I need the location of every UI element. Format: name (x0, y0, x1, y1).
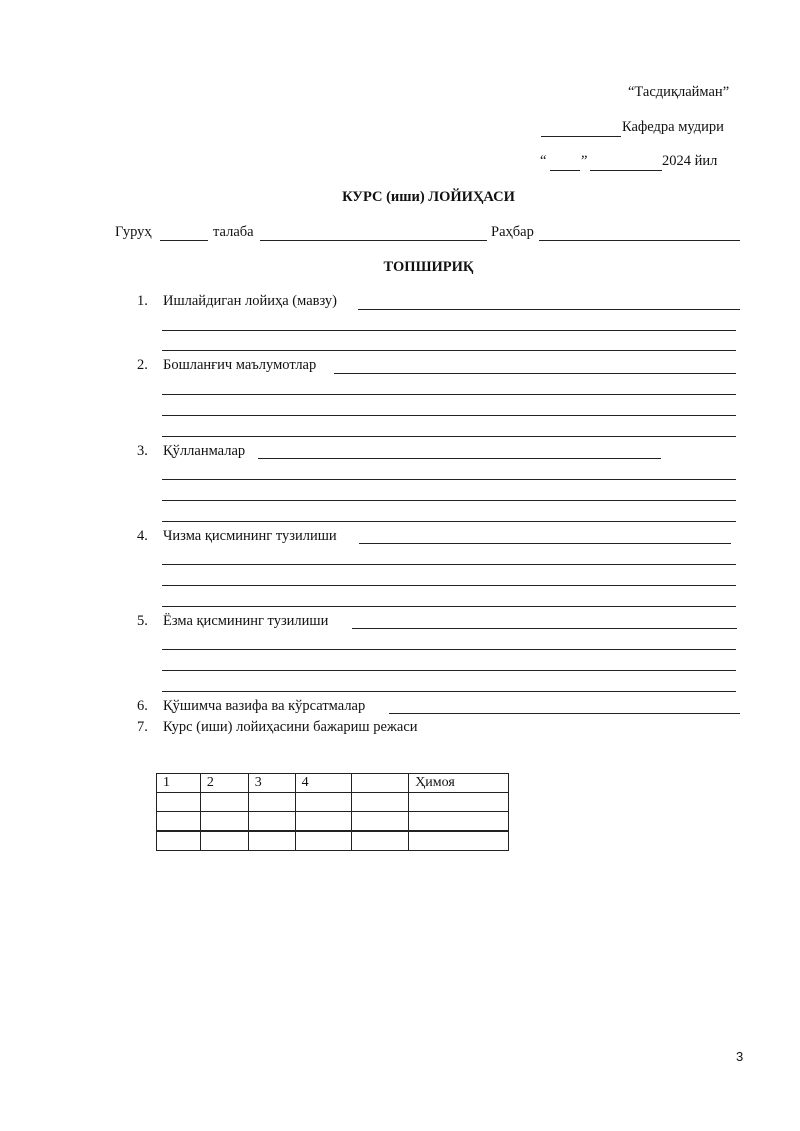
table-cell (409, 831, 509, 851)
date-year: 2024 йил (662, 153, 718, 169)
table-cell (352, 793, 409, 812)
item-number: 2. (137, 357, 148, 373)
task-heading: ТОПШИРИҚ (383, 259, 474, 275)
item-number: 6. (137, 698, 148, 714)
fill-line (162, 606, 736, 607)
table-cell (409, 812, 509, 832)
supervisor-label: Раҳбар (491, 224, 534, 240)
signature-line (541, 136, 621, 137)
fill-line (334, 373, 736, 374)
document-title: КУРС (иши) ЛОЙИҲАСИ (342, 189, 515, 205)
fill-line (358, 309, 740, 310)
fill-line (162, 564, 736, 565)
group-label: Гуруҳ (115, 224, 152, 240)
fill-line (162, 500, 736, 501)
table-cell (248, 831, 295, 851)
table-header-cell: Ҳимоя (409, 774, 509, 793)
table-cell (157, 831, 201, 851)
table-header-cell: 3 (248, 774, 295, 793)
date-day-line (550, 170, 580, 171)
fill-line (359, 543, 731, 544)
fill-line (258, 458, 661, 459)
table-cell (409, 793, 509, 812)
fill-line (162, 330, 736, 331)
table-cell (157, 812, 201, 832)
item-label: Ишлайдиган лойиҳа (мавзу) (163, 293, 337, 309)
item-number: 1. (137, 293, 148, 309)
table-row (157, 774, 509, 793)
supervisor-line (539, 240, 740, 241)
table-row (157, 812, 509, 832)
item-label: Курс (иши) лойиҳасини бажариш режаси (163, 719, 418, 735)
table-header-cell: 2 (200, 774, 248, 793)
table-cell (295, 812, 352, 832)
table-row (157, 793, 509, 812)
date-quote-close: ” (581, 153, 588, 169)
item-number: 4. (137, 528, 148, 544)
fill-line (162, 436, 736, 437)
fill-line (162, 479, 736, 480)
fill-line (162, 394, 736, 395)
item-label: Бошланғич маълумотлар (163, 357, 317, 373)
table-header-cell: 4 (295, 774, 352, 793)
item-number: 7. (137, 719, 148, 735)
schedule-table (156, 773, 509, 851)
fill-line (352, 628, 737, 629)
item-number: 5. (137, 613, 148, 629)
student-label: талаба (213, 224, 254, 240)
table-cell (248, 812, 295, 832)
approval-heading: “Тасдиқлайман” (628, 84, 730, 100)
item-label: Чизма қисмининг тузилиши (163, 528, 337, 544)
date-month-line (590, 170, 662, 171)
table-cell (295, 831, 352, 851)
item-label: Ёзма қисмининг тузилиши (163, 613, 329, 629)
table-cell (157, 793, 201, 812)
item-label: Қўлланмалар (163, 443, 246, 459)
fill-line (162, 585, 736, 586)
table-row (157, 831, 509, 851)
page-number: 3 (736, 1049, 744, 1064)
head-of-department-label: Кафедра мудири (622, 119, 724, 135)
table-cell (248, 793, 295, 812)
fill-line (162, 670, 736, 671)
student-line (260, 240, 487, 241)
table-header-cell (352, 774, 409, 793)
table-cell (200, 793, 248, 812)
table-header-cell: 1 (157, 774, 201, 793)
table-cell (352, 812, 409, 832)
item-label: Қўшимча вазифа ва кўрсатмалар (163, 698, 366, 714)
table-cell (352, 831, 409, 851)
item-number: 3. (137, 443, 148, 459)
table-cell (200, 812, 248, 832)
fill-line (162, 521, 736, 522)
fill-line (162, 691, 736, 692)
group-line (160, 240, 208, 241)
fill-line (162, 350, 736, 351)
table-cell (200, 831, 248, 851)
fill-line (389, 713, 740, 714)
fill-line (162, 415, 736, 416)
fill-line (162, 649, 736, 650)
table-cell (295, 793, 352, 812)
date-quote-open: “ (540, 153, 547, 169)
